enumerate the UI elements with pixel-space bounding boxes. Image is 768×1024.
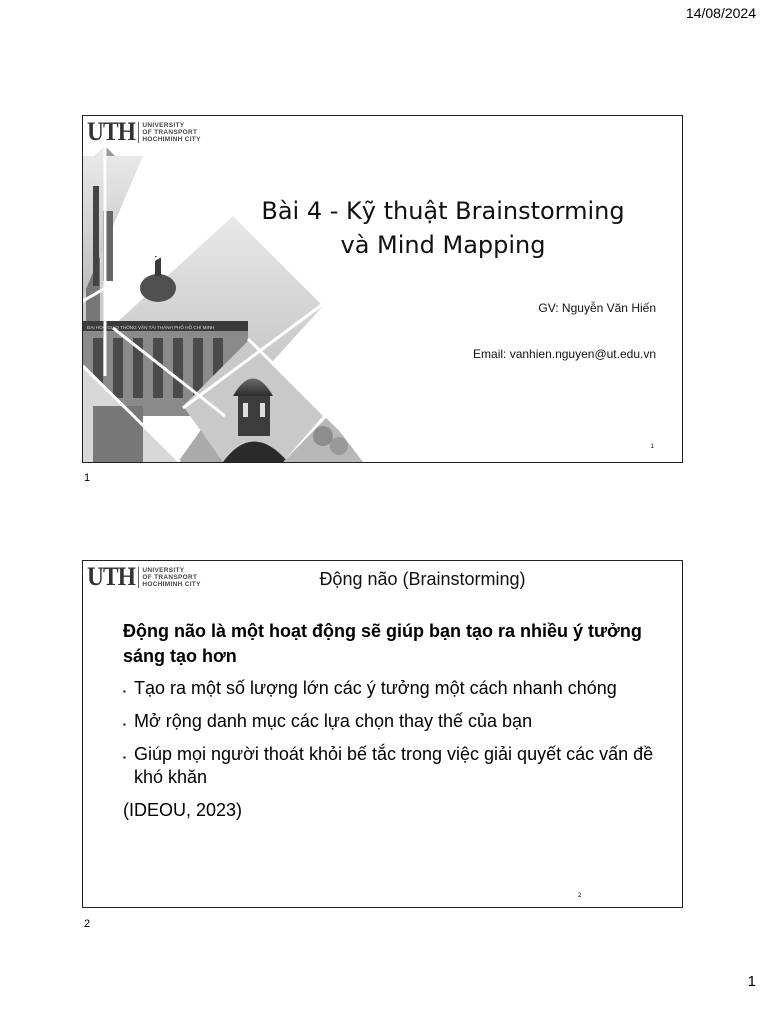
lead-text: Động não là một hoạt động sẽ giúp bạn tạo ra nhiều ý tưởng sáng tạo hơn [123, 621, 642, 666]
slide-1-label: 1 [84, 472, 91, 484]
logo-text: UNIVERSITY OF TRANSPORT HOCHIMINH CITY [138, 122, 200, 143]
bullet-item: ▪ Tạo ra một số lượng lớn các ý tưởng một cách nhanh chóng [123, 677, 663, 700]
slide-1-number: 1 [650, 444, 654, 450]
reference-citation: (IDEOU, 2023) [123, 800, 243, 820]
bullet-item: ▪ Mở rộng danh mục các lựa chọn thay thế của bạn [123, 710, 663, 733]
logo-mark: UTH [87, 117, 136, 146]
slide-2-label: 2 [84, 918, 91, 930]
bullet-icon: ▪ [123, 753, 126, 762]
bullet-icon: ▪ [123, 720, 126, 729]
page-number: 1 [747, 973, 756, 990]
logo-text: UNIVERSITY OF TRANSPORT HOCHIMINH CITY [138, 567, 200, 588]
slide-2-number: 2 [578, 893, 582, 899]
slide-1-title: Bài 4 - Kỹ thuật Brainstorming và Mind Mapping [261, 197, 625, 259]
bullet-item: ▪ Giúp mọi người thoát khỏi bế tắc trong việc giải quyết các vấn đề khó khăn [123, 744, 654, 787]
building-banner: ĐẠI HỌC GIAO THÔNG VẬN TẢI THÀNH PHỐ HỒ CHÍ MINH [87, 325, 215, 330]
campus-photo-collage [83, 116, 403, 462]
lecturer-name: GV: Nguyễn Văn Hiến [538, 301, 656, 315]
uth-logo [87, 117, 201, 146]
lecturer-email: Email: vanhien.nguyen@ut.edu.vn [473, 347, 656, 361]
print-date: 14/08/2024 [685, 5, 756, 21]
logo-mark: UTH [87, 562, 136, 591]
uth-logo [87, 562, 201, 591]
slide-2 [82, 560, 683, 908]
bullet-icon: ▪ [123, 687, 126, 696]
slide-1 [82, 115, 683, 463]
slide-2-body [123, 619, 663, 822]
slide-2-title: Động não (Brainstorming) [319, 569, 526, 589]
